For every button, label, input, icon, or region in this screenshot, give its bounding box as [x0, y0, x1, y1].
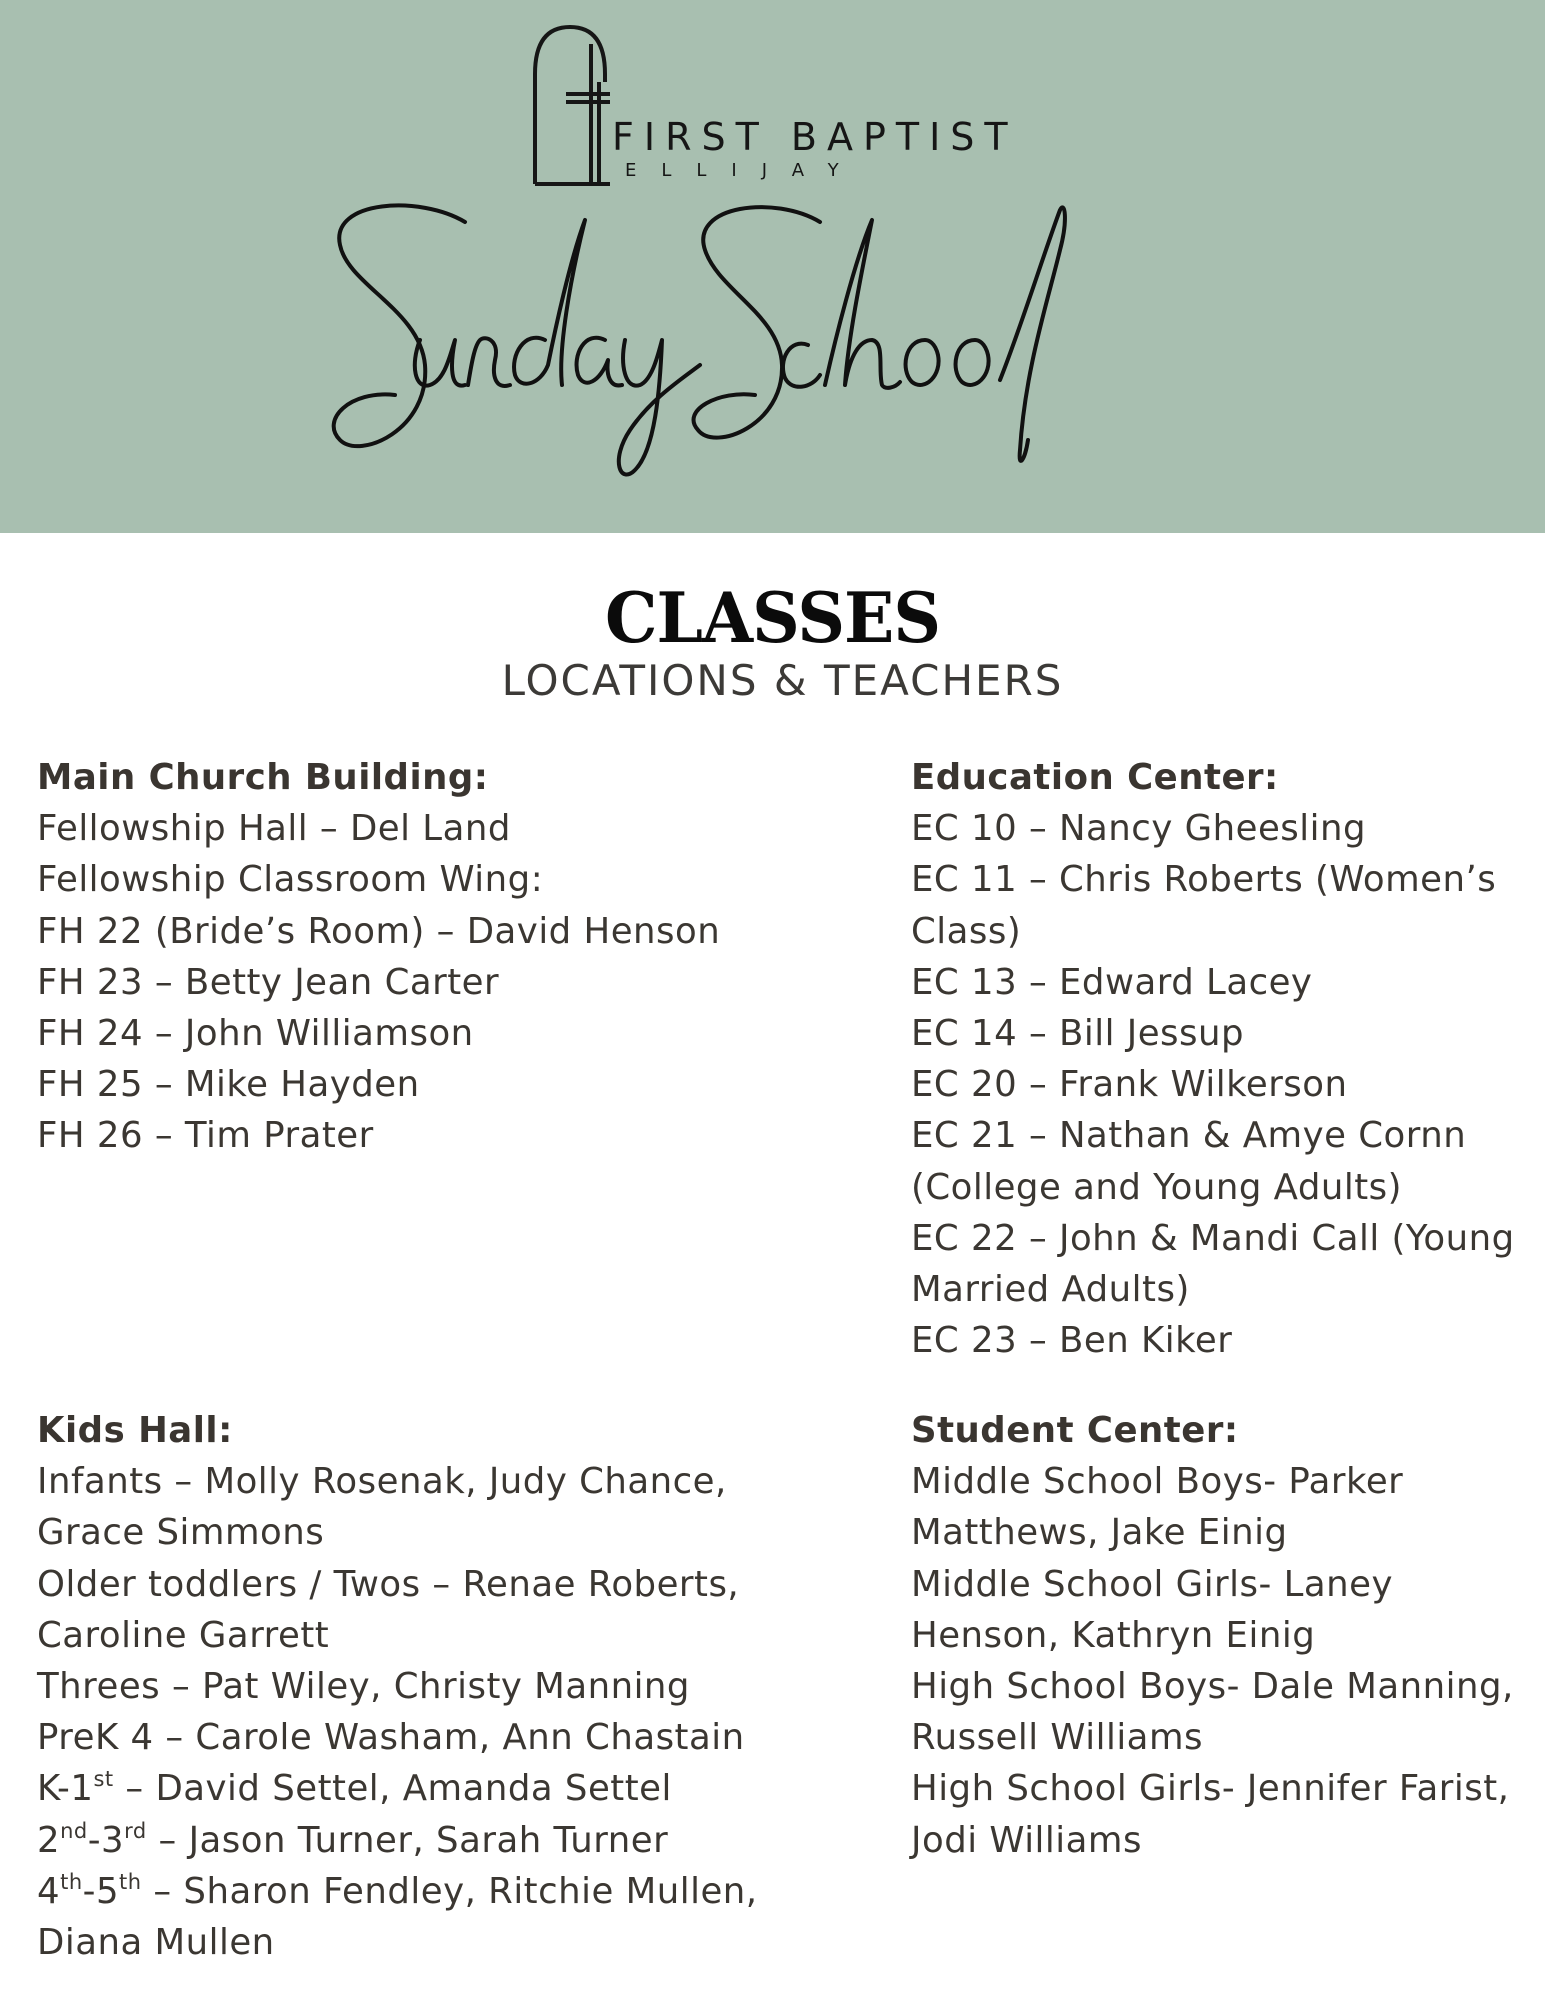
class-line: EC 10 – Nancy Gheesling — [911, 808, 1367, 850]
class-line: PreK 4 – Carole Washam, Ann Chastain — [37, 1717, 745, 1759]
class-line-k1: K-1st – David Settel, Amanda Settel — [37, 1767, 672, 1810]
student-center-section — [911, 1405, 1514, 1866]
section-heading: Education Center: — [911, 757, 1279, 798]
church-name: FIRST BAPTIST — [612, 115, 1018, 159]
class-line: Middle School Boys- Parker — [911, 1461, 1404, 1503]
class-line: Jodi Williams — [911, 1819, 1142, 1861]
class-line: FH 23 – Betty Jean Carter — [37, 961, 500, 1003]
main-church-section — [37, 752, 720, 1162]
class-line: FH 25 – Mike Hayden — [37, 1064, 420, 1106]
church-city: ELLIJAY — [625, 160, 864, 181]
class-line: Grace Simmons — [37, 1512, 325, 1554]
class-line: (College and Young Adults) — [911, 1166, 1402, 1208]
church-arch-cross-icon — [530, 22, 610, 187]
class-line: Russell Williams — [911, 1717, 1204, 1759]
class-line: Fellowship Classroom Wing: — [37, 859, 544, 901]
section-heading: Main Church Building: — [37, 757, 489, 798]
class-line: Class) — [911, 910, 1022, 952]
class-line: EC 23 – Ben Kiker — [911, 1320, 1233, 1362]
page-subtitle: LOCATIONS & TEACHERS — [501, 656, 1064, 705]
class-line: FH 26 – Tim Prater — [37, 1115, 374, 1157]
class-line: EC 14 – Bill Jessup — [911, 1013, 1245, 1055]
class-line: EC 20 – Frank Wilkerson — [911, 1064, 1348, 1106]
class-line: Older toddlers / Twos – Renae Roberts, — [37, 1563, 740, 1605]
class-line: Caroline Garrett — [37, 1614, 330, 1656]
page-title: CLASSES — [605, 577, 940, 659]
class-line: EC 22 – John & Mandi Call (Young — [911, 1217, 1515, 1259]
section-heading: Kids Hall: — [37, 1410, 233, 1451]
kids-hall-section — [37, 1405, 758, 1968]
class-line: EC 21 – Nathan & Amye Cornn — [911, 1115, 1467, 1157]
class-line: Middle School Girls- Laney — [911, 1563, 1393, 1605]
education-center-section — [911, 752, 1515, 1366]
class-line: EC 11 – Chris Roberts (Women’s — [911, 859, 1497, 901]
class-line: Matthews, Jake Einig — [911, 1512, 1288, 1554]
class-line: Diana Mullen — [37, 1922, 275, 1964]
class-line: Fellowship Hall – Del Land — [37, 808, 511, 850]
header-banner — [0, 0, 1545, 533]
class-line: High School Boys- Dale Manning, — [911, 1666, 1514, 1708]
section-heading: Student Center: — [911, 1410, 1239, 1451]
title-block — [0, 577, 1545, 706]
class-line: FH 24 – John Williamson — [37, 1013, 474, 1055]
class-line: Henson, Kathryn Einig — [911, 1614, 1316, 1656]
class-line: FH 22 (Bride’s Room) – David Henson — [37, 910, 721, 952]
class-line-grades-4-5: 4th-5th – Sharon Fendley, Ritchie Mullen, — [37, 1869, 758, 1912]
class-line: High School Girls- Jennifer Farist, — [911, 1768, 1510, 1810]
class-line: Threes – Pat Wiley, Christy Manning — [37, 1666, 690, 1708]
class-line: EC 13 – Edward Lacey — [911, 961, 1313, 1003]
sunday-school-script-title — [300, 190, 1230, 500]
class-line-grades-2-3: 2nd-3rd – Jason Turner, Sarah Turner — [37, 1818, 669, 1861]
class-line: Infants – Molly Rosenak, Judy Chance, — [37, 1461, 727, 1503]
class-line: Married Adults) — [911, 1269, 1190, 1311]
